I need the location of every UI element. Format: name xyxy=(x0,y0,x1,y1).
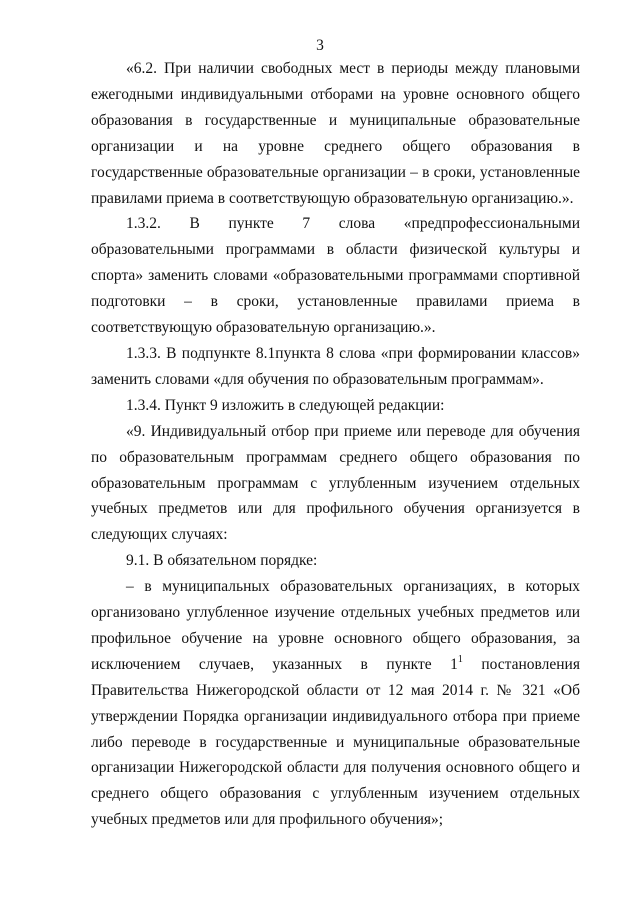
paragraph-6-2: «6.2. При наличии свободных мест в периоды между плановыми ежегодными индивидуальными отборами на уровне основного общего образования в государственные и муниципальные образовательные организации и на уровне среднего общего образования в государственные образовательные организации – в сроки, установленные правилами приема в соответствующую образовательную организацию.». xyxy=(91,60,580,207)
paragraph-text-after-footnote: постановления Правительства Нижегородской области от 12 мая 2014 г. № 321 «Об утверждении Порядка организации индивидуального отбора при приеме либо переводе в государственные и муниципальные образовательные организации Нижегородской области для получения основного общего и среднего общего образования с углубленным изучением отдельных учебных предметов или для профильного обучения»; xyxy=(91,655,580,829)
paragraph-text-before-footnote: – в муниципальных образовательных организациях, в которых организовано углубленное изучение отдельных учебных предметов или профильное обучение на уровне основного общего образования, за исключением случаев, указанных в пункте 1 xyxy=(91,578,580,673)
paragraph-1-3-4: 1.3.4. Пункт 9 изложить в следующей редакции: xyxy=(126,396,445,414)
paragraph-9-1: 9.1. В обязательном порядке: xyxy=(126,552,318,570)
paragraph-1-3-3: 1.3.3. В подпункте 8.1пункта 8 слова «при формировании классов» заменить словами «для обучения по образовательным программам». xyxy=(91,344,580,388)
document-body xyxy=(91,56,580,833)
superscript-mark: 1 xyxy=(457,653,463,665)
paragraph-municipal-organizations xyxy=(91,574,580,833)
paragraph-9: «9. Индивидуальный отбор при приеме или переводе для обучения по образовательным программам среднего общего образования по образовательным программам с углубленным изучением отдельных учебных предметов или для профильного обучения организуется в следующих случаях: xyxy=(91,422,580,544)
page-number: 3 xyxy=(316,37,324,54)
paragraph-1-3-2: 1.3.2. В пункте 7 слова «предпрофессиональными образовательными программами в области физической культуры и спорта» заменить словами «образовательными программами спортивной подготовки – в сроки, установленные правилами приема в соответствующую образовательную организацию.». xyxy=(91,215,580,337)
